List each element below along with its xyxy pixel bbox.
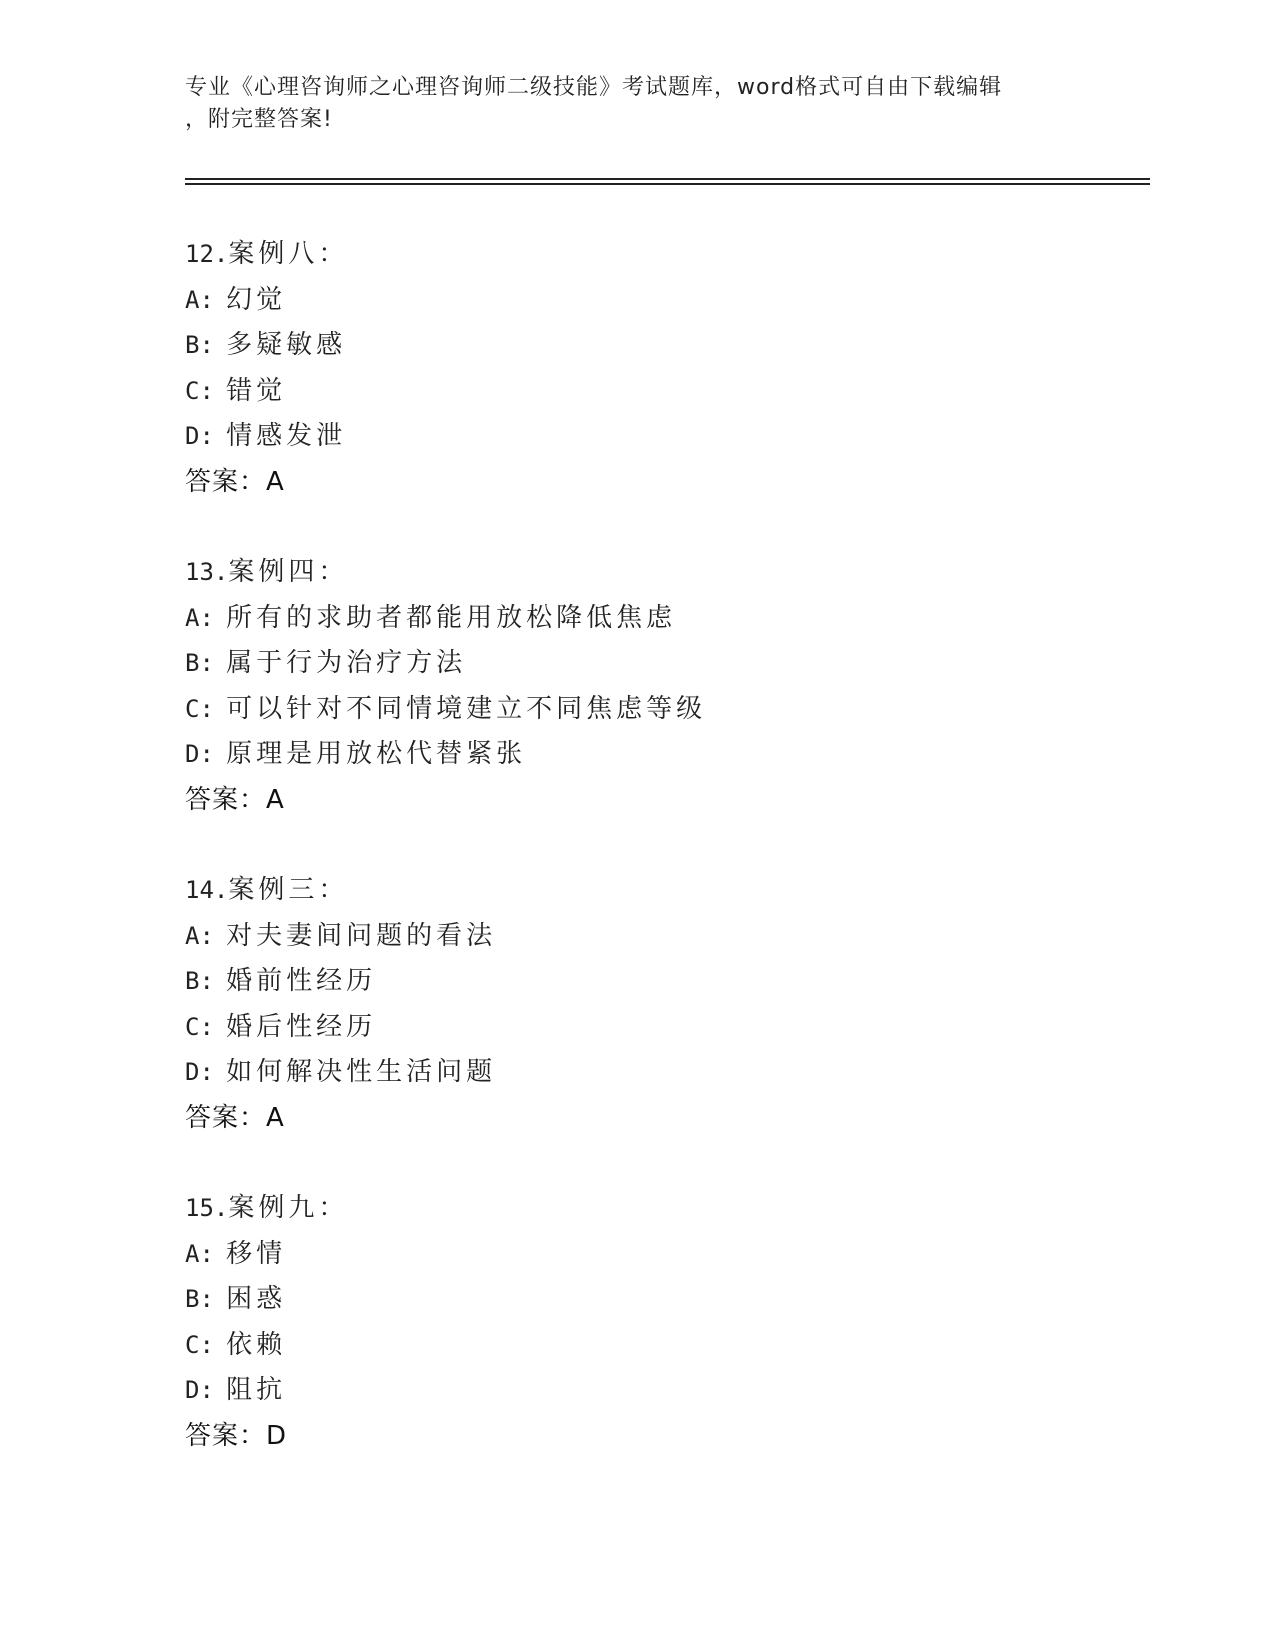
- question-15: [185, 1186, 1085, 1459]
- option-c: [185, 1005, 1085, 1051]
- header-line-2: ，附完整答案!: [185, 107, 333, 132]
- option-text: 情感发泄: [226, 421, 347, 451]
- option-letter: D:: [185, 1058, 214, 1086]
- question-text: 案例四：: [228, 557, 349, 587]
- question-number: 15.: [185, 1194, 229, 1222]
- option-text: 属于行为治疗方法: [226, 648, 467, 678]
- option-a: [185, 1232, 1085, 1278]
- option-letter: D:: [185, 422, 214, 450]
- answer-label: 答案：D: [185, 1420, 288, 1451]
- option-text: 如何解决性生活问题: [226, 1057, 497, 1087]
- question-title: [185, 550, 1085, 596]
- answer-label: 答案：A: [185, 1102, 285, 1133]
- question-title: [185, 868, 1085, 914]
- option-a: [185, 278, 1085, 324]
- question-13: [185, 550, 1085, 823]
- option-b: [185, 959, 1085, 1005]
- option-text: 婚前性经历: [226, 966, 377, 996]
- option-text: 婚后性经历: [226, 1011, 377, 1042]
- option-letter: B:: [185, 649, 214, 677]
- option-text: 移情: [226, 1238, 287, 1269]
- option-letter: D:: [185, 1376, 214, 1404]
- option-c: [185, 687, 1085, 733]
- question-number: 14.: [185, 876, 229, 904]
- answer-label: 答案：A: [185, 784, 285, 815]
- header-divider-bottom: [185, 183, 1150, 185]
- option-c: [185, 1323, 1085, 1369]
- option-letter: A:: [185, 285, 214, 314]
- option-d: [185, 732, 1085, 778]
- option-letter: A:: [185, 921, 214, 950]
- option-text: 对夫妻间问题的看法: [226, 920, 497, 951]
- question-12: [185, 232, 1085, 505]
- option-letter: D:: [185, 740, 214, 768]
- option-text: 多疑敏感: [226, 330, 347, 360]
- option-text: 阻抗: [226, 1375, 287, 1405]
- option-d: [185, 1050, 1085, 1096]
- question-14: [185, 868, 1085, 1141]
- option-d: [185, 414, 1085, 460]
- option-text: 原理是用放松代替紧张: [226, 739, 527, 769]
- answer-label: 答案：A: [185, 466, 285, 497]
- option-letter: B:: [185, 967, 214, 995]
- option-a: [185, 914, 1085, 960]
- option-text: 困惑: [226, 1284, 287, 1314]
- option-letter: C:: [185, 1330, 214, 1359]
- option-d: [185, 1368, 1085, 1414]
- option-b: [185, 1277, 1085, 1323]
- option-letter: A:: [185, 1239, 214, 1268]
- header-line-1: 专业《心理咨询师之心理咨询师二级技能》考试题库，word格式可自由下载编辑: [185, 75, 1003, 100]
- option-letter: B:: [185, 1285, 214, 1313]
- option-a: [185, 596, 1085, 642]
- option-text: 依赖: [226, 1329, 287, 1360]
- option-text: 错觉: [226, 375, 287, 406]
- question-text: 案例八：: [228, 239, 349, 269]
- question-text: 案例三：: [228, 875, 349, 905]
- option-letter: C:: [185, 694, 214, 723]
- option-b: [185, 641, 1085, 687]
- option-letter: C:: [185, 1012, 214, 1041]
- option-text: 幻觉: [226, 284, 287, 315]
- question-title: [185, 1186, 1085, 1232]
- header-divider-top: [185, 178, 1150, 180]
- question-number: 12.: [185, 240, 229, 268]
- question-title: [185, 232, 1085, 278]
- option-text: 可以针对不同情境建立不同焦虑等级: [226, 693, 707, 724]
- option-letter: A:: [185, 603, 214, 632]
- option-c: [185, 369, 1085, 415]
- document-header: [185, 72, 1075, 136]
- option-text: 所有的求助者都能用放松降低焦虑: [226, 602, 677, 633]
- option-b: [185, 323, 1085, 369]
- option-letter: B:: [185, 331, 214, 359]
- question-text: 案例九：: [228, 1193, 349, 1223]
- question-number: 13.: [185, 558, 229, 586]
- option-letter: C:: [185, 376, 214, 405]
